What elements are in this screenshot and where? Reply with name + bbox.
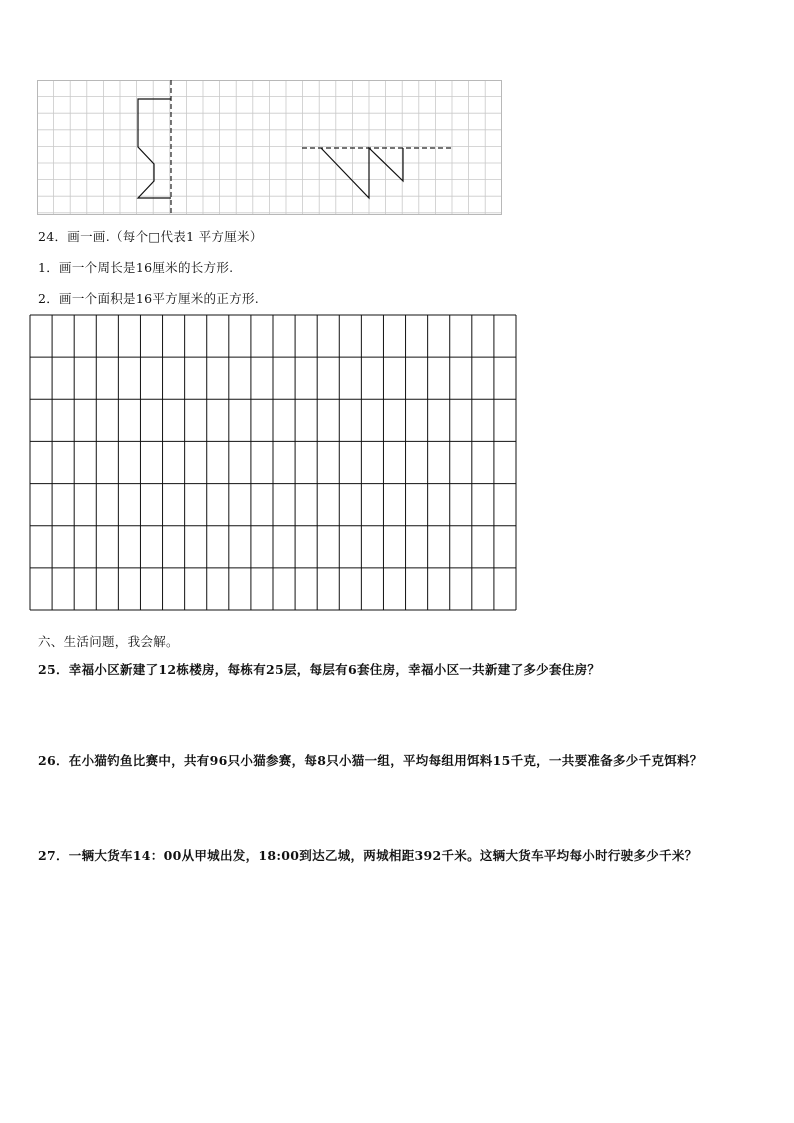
drawing-grid-lines: [30, 315, 516, 610]
drawing-grid[interactable]: [29, 314, 517, 611]
fine-grid-lines: [37, 80, 501, 214]
q24-item-1: 1．画一个周长是16厘米的长方形.: [38, 260, 234, 275]
section-6-heading: 六、生活问题，我会解。: [38, 634, 179, 649]
left-half-shape: [138, 99, 171, 198]
question-27: 27．一辆大货车14：00从甲城出发，18:00到达乙城，两城相距392千米。这辆大货车平均每小时行驶多少千米？: [38, 848, 698, 863]
question-25: 25．幸福小区新建了12栋楼房，每栋有25层，每层有6套住房，幸福小区一共新建了多少套住房？: [38, 662, 601, 677]
right-half-shape: [321, 148, 403, 198]
q24-item-2: 2．画一个面积是16平方厘米的正方形.: [38, 291, 260, 306]
symmetry-grid-figure: [37, 80, 503, 216]
q24-title: 24．画一画.（每个□代表1 平方厘米）: [38, 229, 263, 244]
question-26: 26．在小猫钓鱼比赛中，共有96只小猫参赛，每8只小猫一组，平均每组用饵料15千克，一共要准备多少千克饵料？: [38, 753, 703, 768]
